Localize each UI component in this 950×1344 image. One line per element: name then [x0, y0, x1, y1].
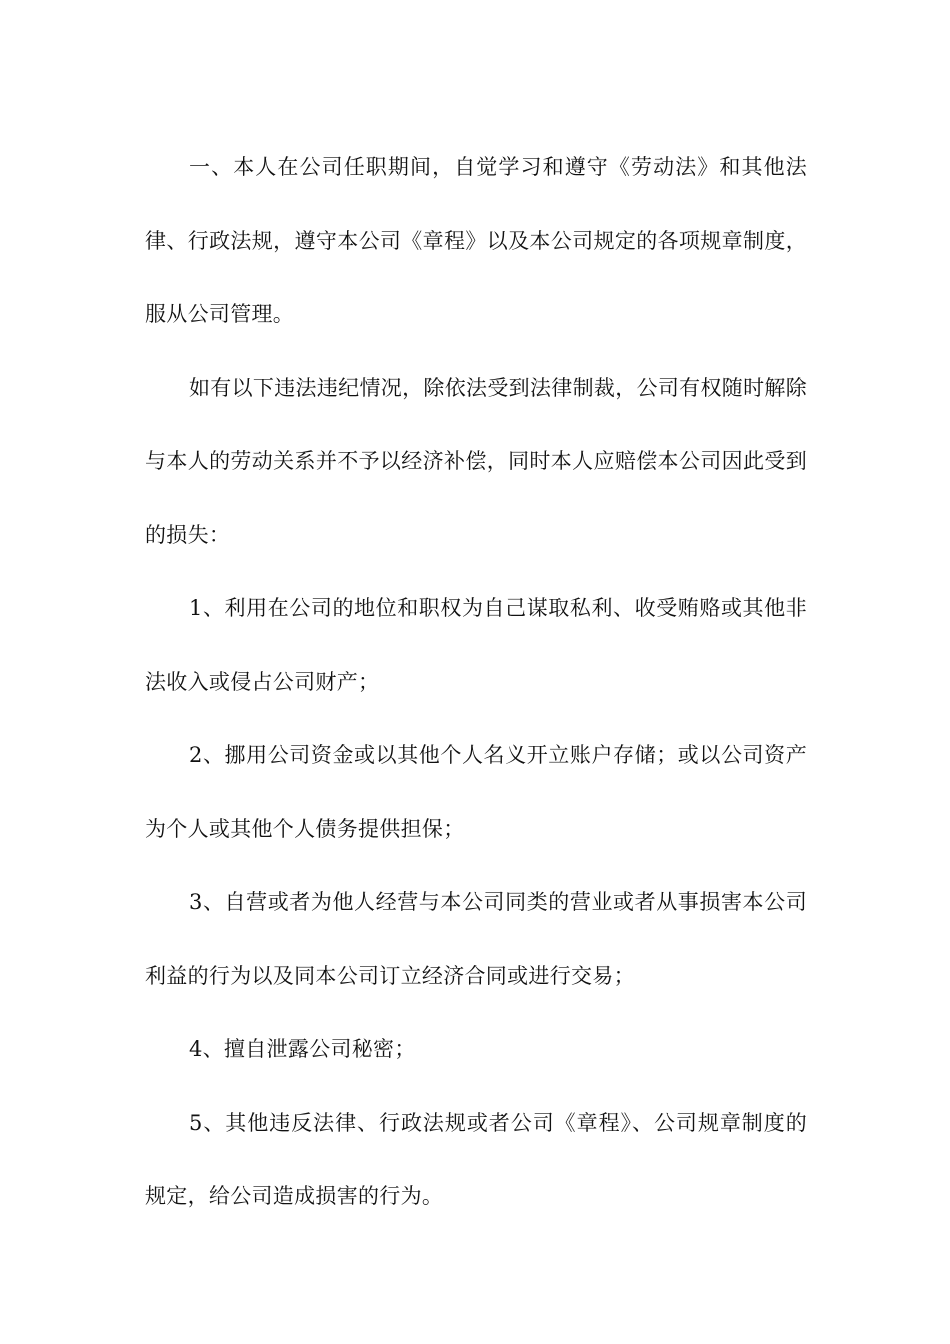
document-body [145, 131, 807, 1234]
paragraph-item-5: 5、其他违反法律、行政法规或者公司《章程》、公司规章制度的规定，给公司造成损害的行为。 [145, 1110, 807, 1208]
paragraph-item-1: 1、利用在公司的地位和职权为自己谋取私利、收受贿赂或其他非法收入或侵占公司财产； [145, 596, 807, 694]
paragraph-violation-intro: 如有以下违法违纪情况，除依法受到法律制裁，公司有权随时解除与本人的劳动关系并不予以经济补偿，同时本人应赔偿本公司因此受到的损失： [145, 375, 807, 547]
paragraph-item-3: 3、自营或者为他人经营与本公司同类的营业或者从事损害本公司利益的行为以及同本公司订立经济合同或进行交易； [145, 890, 807, 988]
paragraph-item-4: 4、擅自泄露公司秘密； [189, 1037, 416, 1061]
paragraph-compliance: 一、本人在公司任职期间，自觉学习和遵守《劳动法》和其他法律、行政法规，遵守本公司《章程》以及本公司规定的各项规章制度，服从公司管理。 [145, 155, 807, 326]
paragraph-item-2: 2、挪用公司资金或以其他个人名义开立账户存储；或以公司资产为个人或其他个人债务提供担保； [145, 743, 807, 841]
